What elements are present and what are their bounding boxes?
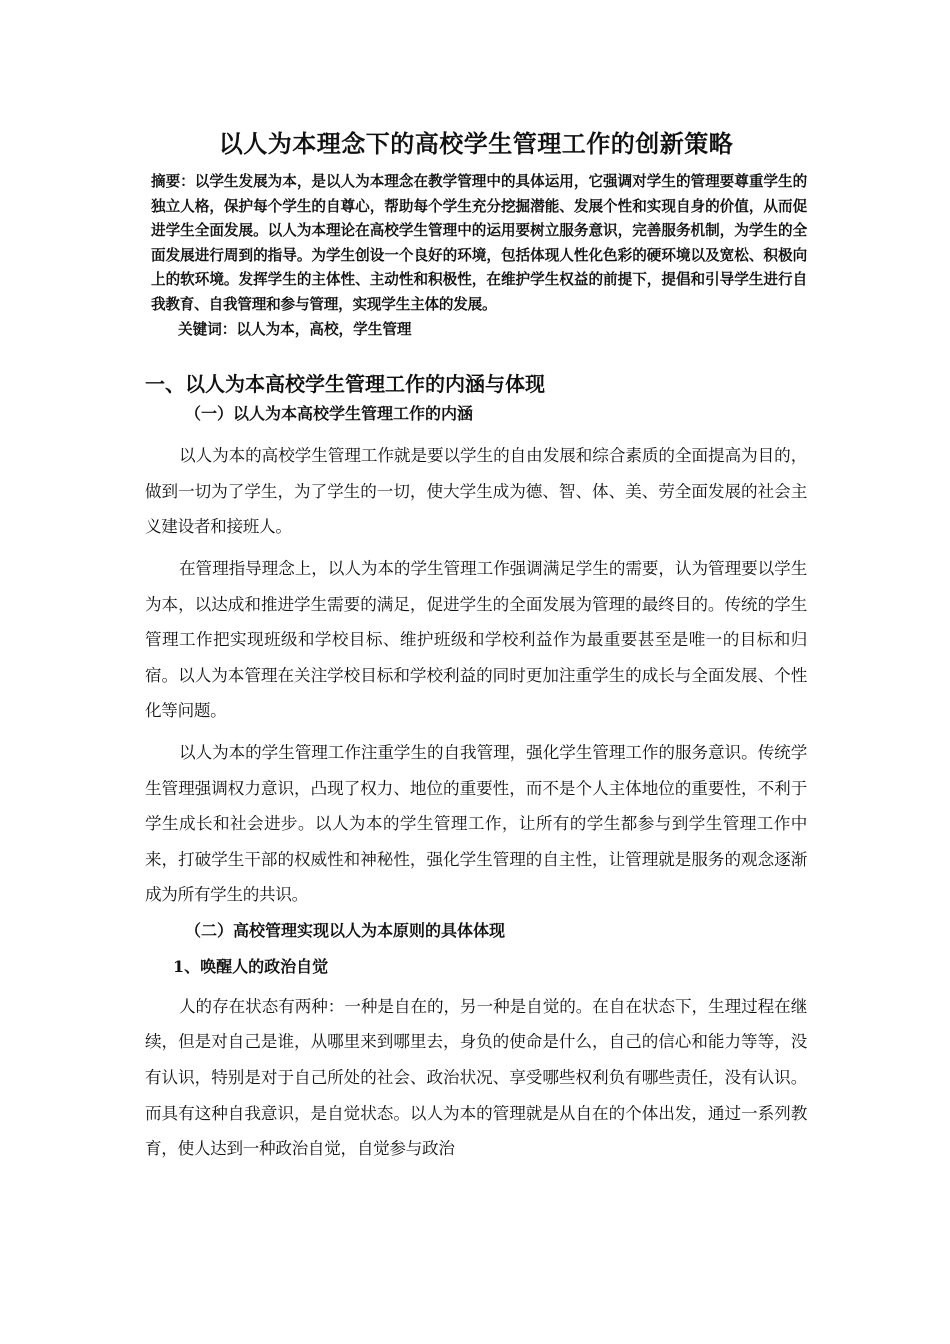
document-title: 以人为本理念下的高校学生管理工作的创新策略: [218, 130, 734, 158]
keywords-line: 关键词：以人为本，高校，学生管理: [178, 320, 412, 338]
body-paragraph: 在管理指导理念上，以人为本的学生管理工作强调满足学生的需要，认为管理要以学生为本，以达成和推进学生需要的满足，促进学生的全面发展为管理的最终目的。传统的学生管理工作把实现班级和学校目标、维护班级和学校利益作为最重要甚至是唯一的目标和归宿。以人为本管理在关注学校目标和学校利益的同时更加注重学生的成长与全面发展、个性化等问题。: [145, 558, 807, 721]
body-paragraph: 以人为本的高校学生管理工作就是要以学生的自由发展和综合素质的全面提高为目的，做到一切为了学生，为了学生的一切，使大学生成为德、智、体、美、劳全面发展的社会主义建设者和接班人。: [145, 446, 807, 537]
body-paragraph: 以人为本的学生管理工作注重学生的自我管理，强化学生管理工作的服务意识。传统学生管理强调权力意识，凸现了权力、地位的重要性，而不是个人主体地位的重要性，不利于学生成长和社会进步。以人为本的学生管理工作，让所有的学生都参与到学生管理工作中来，打破学生干部的权威性和神秘性，强化学生管理的自主性，让管理就是服务的观念逐渐成为所有学生的共识。: [145, 742, 807, 905]
body-paragraph: 人的存在状态有两种：一种是自在的，另一种是自觉的。在自在状态下，生理过程在继续，但是对自己是谁，从哪里来到哪里去，身负的使命是什么，自己的信心和能力等等，没有认识，特别是对于自己所处的社会、政治状况、享受哪些权利负有哪些责任，没有认识。而具有这种自我意识，是自觉状态。以人为本的管理就是从自在的个体出发，通过一系列教育，使人达到一种政治自觉，自觉参与政治: [145, 996, 807, 1159]
subsection-2-heading: （二）高校管理实现以人为本原则的具体体现: [185, 920, 506, 940]
abstract-paragraph: 摘要：以学生发展为本，是以人为本理念在教学管理中的具体运用，它强调对学生的管理要尊重学生的独立人格，保护每个学生的自尊心，帮助每个学生充分挖掘潜能、发展个性和实现自身的价值，从而促进学生全面发展。以人为本理论在高校学生管理中的运用要树立服务意识，完善服务机制，为学生的全面发展进行周到的指导。为学生创设一个良好的环境，包括体现人性化色彩的硬环境以及宽松、积极向上的软环境。发挥学生的主体性、主动性和积极性，在维护学生权益的前提下，提倡和引导学生进行自我教育、自我管理和参与管理，实现学生主体的发展。: [151, 173, 807, 313]
section-1-heading: 一、以人为本高校学生管理工作的内涵与体现: [145, 372, 545, 397]
document-page: [145, 128, 807, 1173]
item-1-heading: 1、唤醒人的政治自觉: [173, 956, 329, 976]
subsection-1-heading: （一）以人为本高校学生管理工作的内涵: [185, 404, 474, 424]
